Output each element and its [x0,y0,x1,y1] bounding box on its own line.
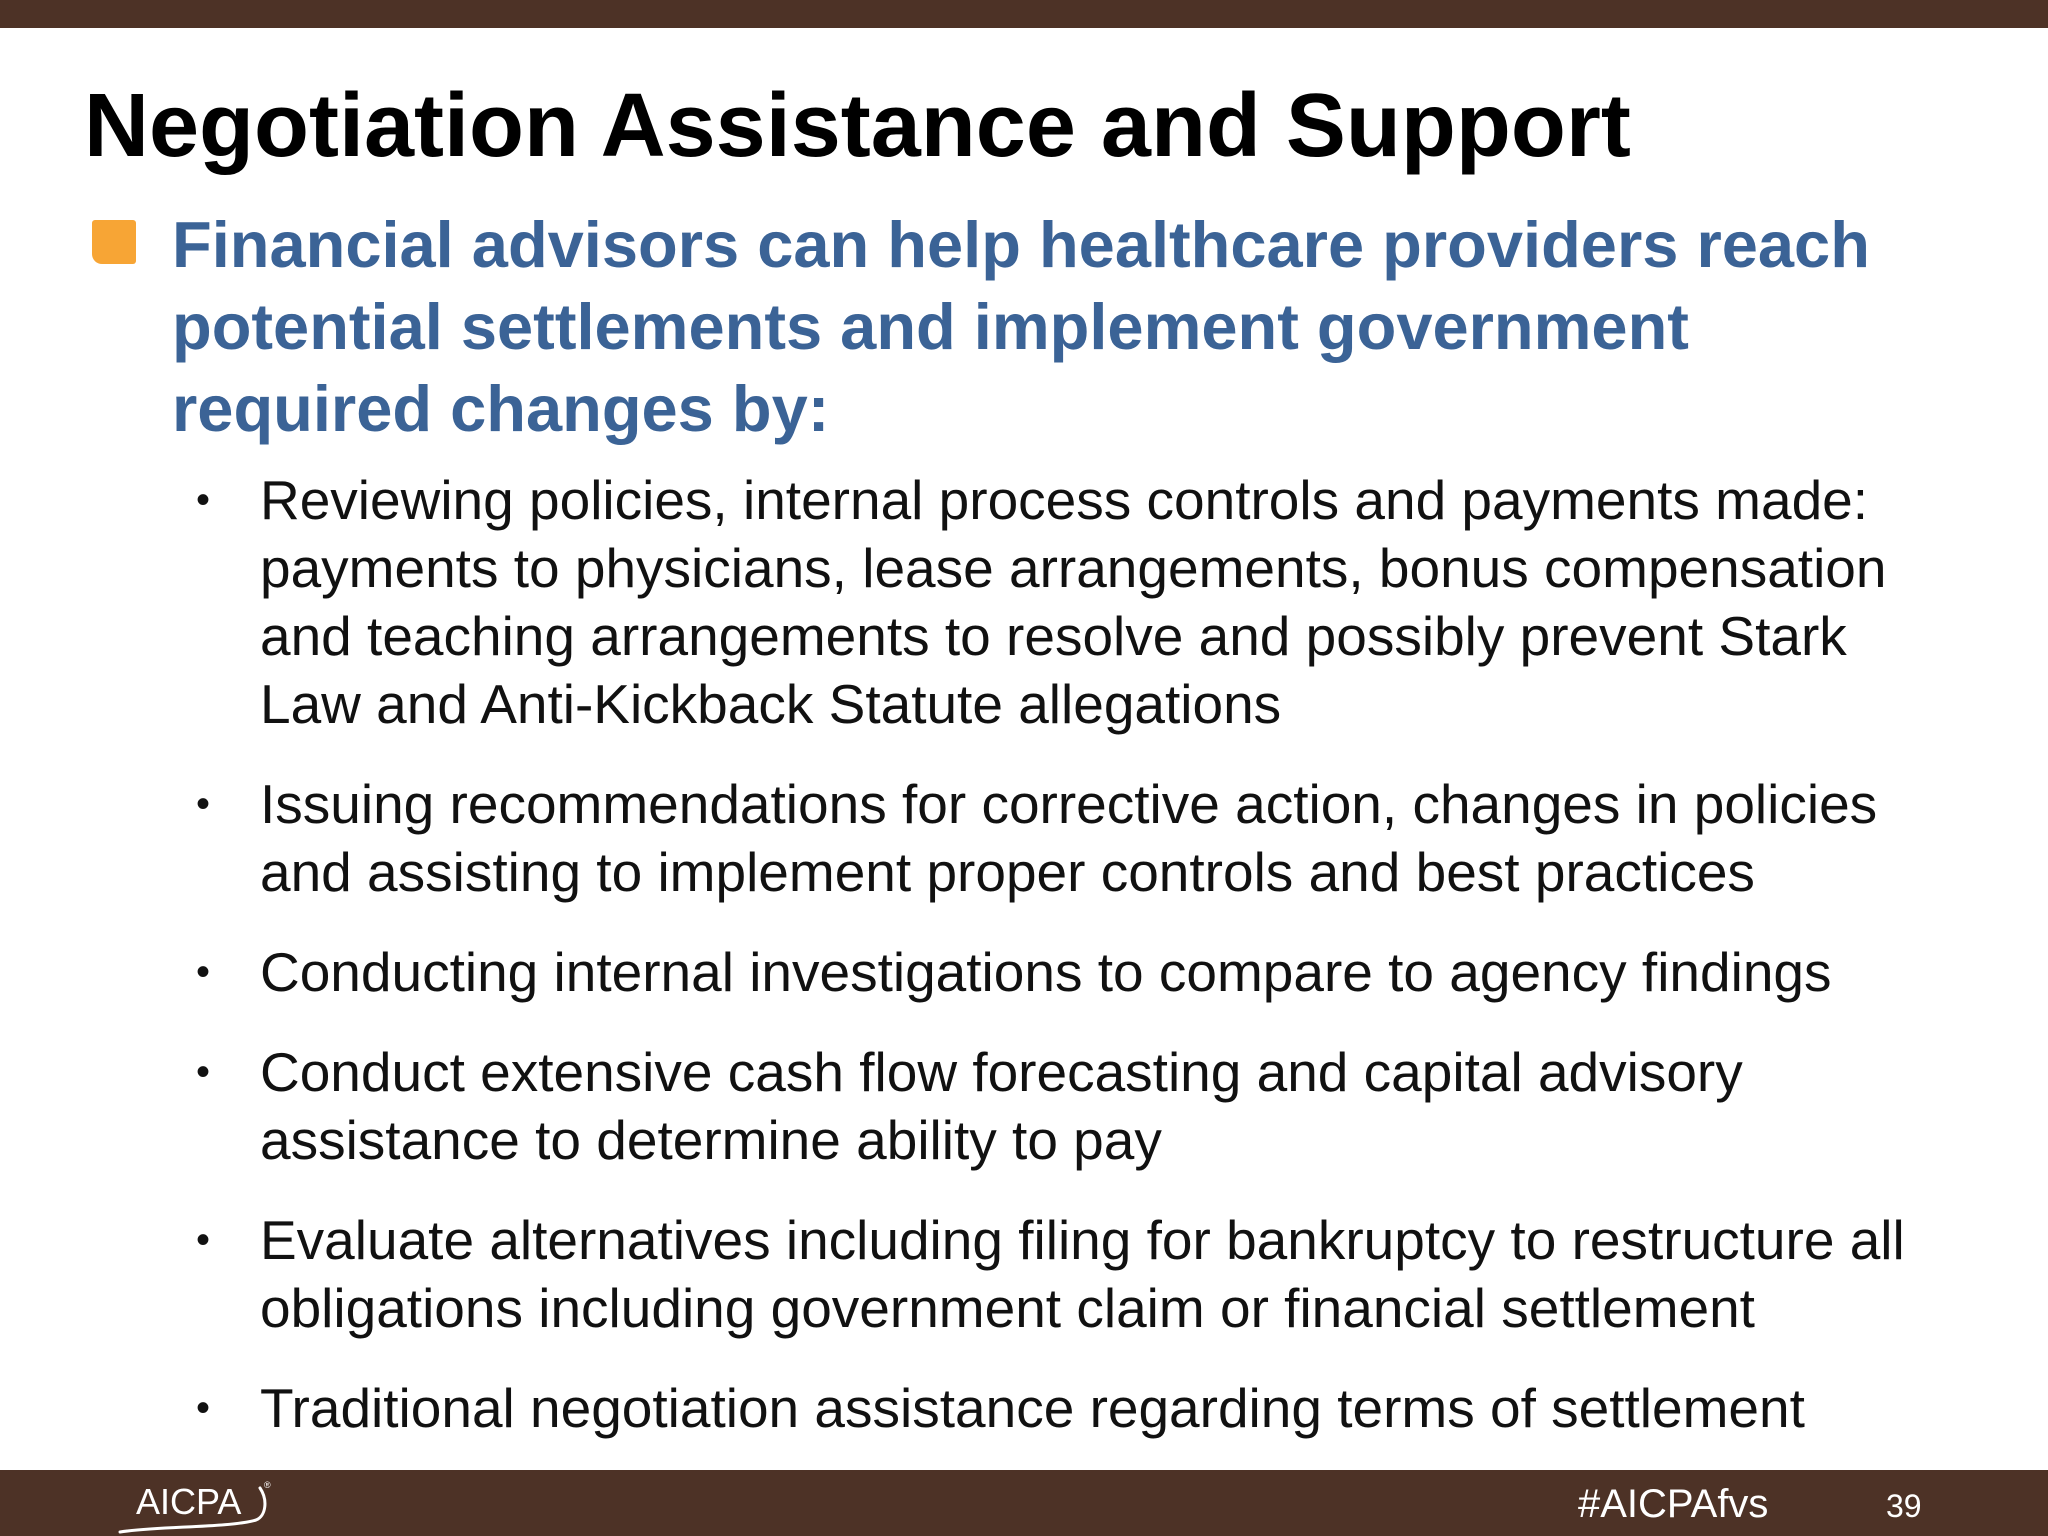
bullet-item [196,466,1996,738]
bullet-dot-icon: • [196,782,211,826]
logo-text: AICPA [136,1481,242,1522]
bullet-item [196,1374,1996,1442]
bullet-line: Law and Anti-Kickback Statute allegations [260,673,1282,735]
lead-line: Financial advisors can help healthcare providers reach [172,208,1870,281]
bullet-item [196,770,1996,906]
bullet-line: Conducting internal investigations to compare to agency findings [260,941,1832,1003]
bullet-line: and teaching arrangements to resolve and possibly prevent Stark [260,605,1847,667]
bullet-line: Evaluate alternatives including filing for bankruptcy to restructure all [260,1209,1905,1271]
page-number: 39 [1886,1488,1922,1524]
bullet-line: obligations including government claim or financial settlement [260,1277,1755,1339]
bullet-dot-icon: • [196,1050,211,1094]
lead-text [172,204,2048,450]
svg-text:®: ® [264,1480,271,1490]
bullet-item [196,1206,1996,1342]
bullet-dot-icon: • [196,950,211,994]
bullet-dot-icon: • [196,478,211,522]
lead-line: required changes by: [172,372,830,445]
bullet-line: Traditional negotiation assistance regarding terms of settlement [260,1377,1805,1439]
bullet-line: Reviewing policies, internal process controls and payments made: [260,469,1869,531]
hashtag: #AICPAfvs [1578,1482,1769,1526]
bullet-dot-icon: • [196,1218,211,1262]
bullet-line: and assisting to implement proper controls and best practices [260,841,1755,903]
bullet-line: Issuing recommendations for corrective action, changes in policies [260,773,1878,835]
bullet-item [196,1038,1996,1174]
lead-line: potential settlements and implement government [172,290,1689,363]
bullet-item [196,938,1996,1006]
bullet-line: assistance to determine ability to pay [260,1109,1162,1171]
square-bullet-icon [92,220,136,264]
bullet-list [196,466,1996,1474]
footer-bar [0,1470,2048,1536]
top-bar [0,0,2048,28]
slide-title: Negotiation Assistance and Support [84,76,1631,176]
bullet-line: Conduct extensive cash flow forecasting and capital advisory [260,1041,1743,1103]
bullet-line: payments to physicians, lease arrangements, bonus compensation [260,537,1887,599]
bullet-dot-icon: • [196,1386,211,1430]
